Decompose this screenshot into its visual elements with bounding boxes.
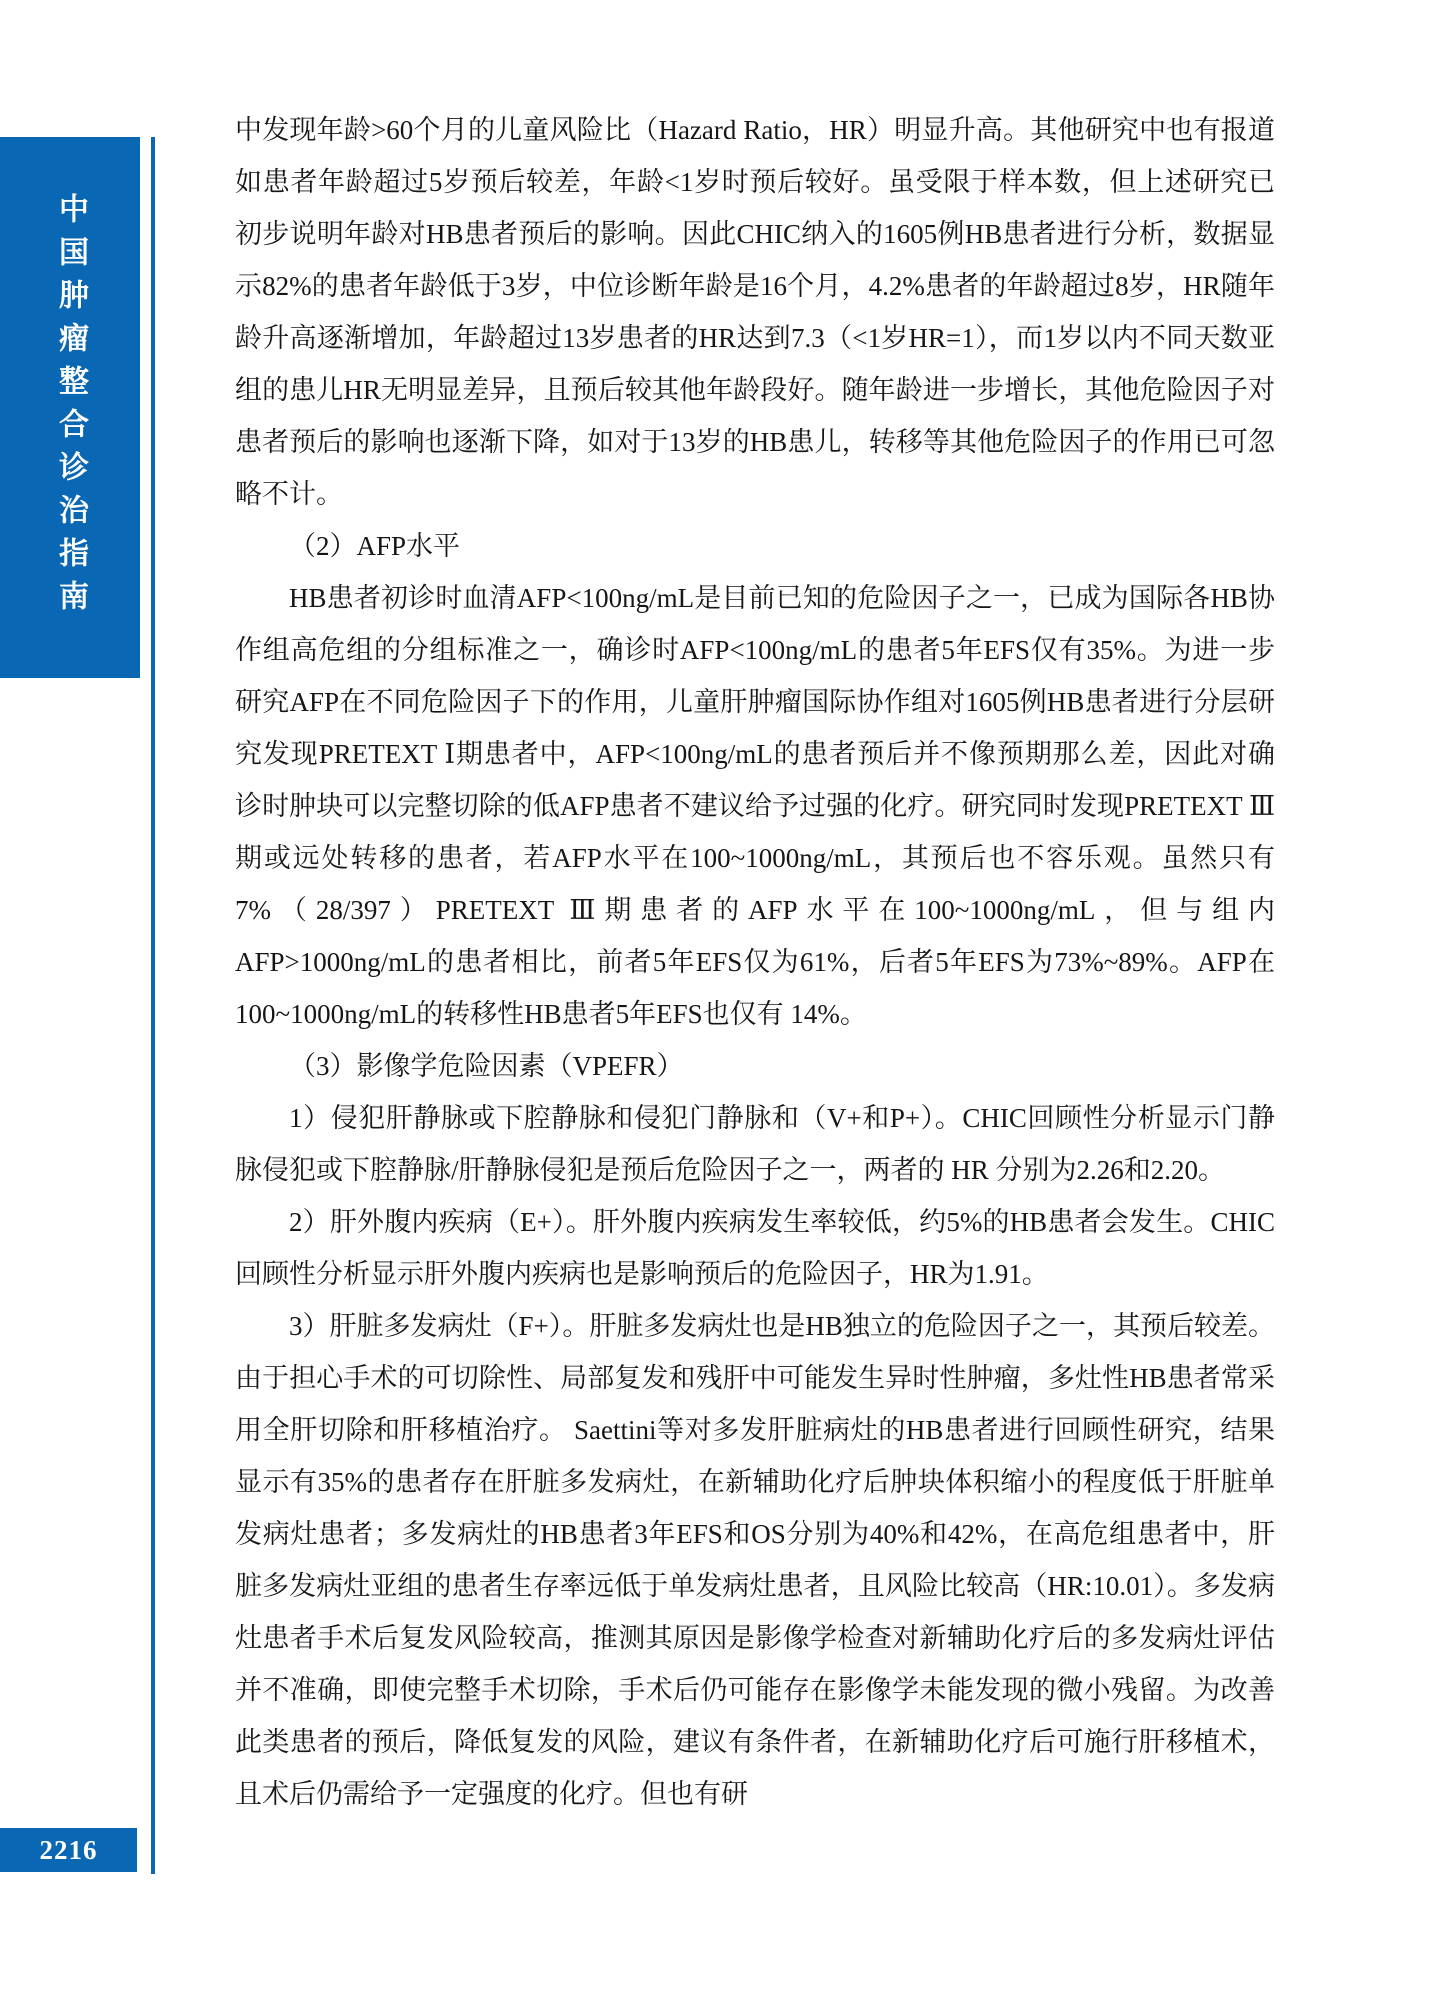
paragraph-2: （2）AFP水平: [289, 531, 461, 561]
page-number-text: 2216: [39, 1834, 98, 1865]
paragraph-6: 2）肝外腹内疾病（E+）。肝外腹内疾病发生率较低，约5%的HB患者会发生。CHIC回顾性分析显示肝外腹内疾病也是影响预后的危险因子，HR为1.91。: [235, 1207, 1275, 1289]
paragraph-4: （3）影像学危险因素（VPEFR）: [289, 1051, 684, 1081]
page-number-badge: [0, 1828, 137, 1872]
paragraph-3: HB患者初诊时血清AFP<100ng/mL是目前已知的危险因子之一，已成为国际各HB协作组高危组的分组标准之一，确诊时AFP<100ng/mL的患者5年EFS仅有35%。为进一步研究AFP在不同危险因子下的作用，儿童肝肿瘤国际协作组对1605例HB患者进行分层研究发现PRETEXT Ⅰ期患者中，AFP<100ng/mL的患者预后并不像预期那么差，因此对确诊时肿块可以完整切除的低AFP患者不建议给予过强的化疗。研究同时发现PRETEXT Ⅲ期或远处转移的患者，若AFP水平在100~1000ng/mL，其预后也不容乐观。虽然只有7%（28/397）PRETEXT Ⅲ期患者的AFP水平在100~1000ng/mL，但与组内AFP>1000ng/mL的患者相比，前者5年EFS仅为61%，后者5年EFS为73%~89%。AFP在100~1000ng/mL的转移性HB患者5年EFS也仅有 14%。: [235, 583, 1275, 1029]
sidebar-title-bar: [0, 137, 140, 678]
document-body: [235, 104, 1275, 1820]
sidebar-vertical-rule: [151, 137, 155, 1874]
paragraph-7: 3）肝脏多发病灶（F+）。肝脏多发病灶也是HB独立的危险因子之一，其预后较差。由于担心手术的可切除性、局部复发和残肝中可能发生异时性肿瘤，多灶性HB患者常采用全肝切除和肝移植治疗。 Saettini等对多发肝脏病灶的HB患者进行回顾性研究，结果显示有35%的患者存在肝脏多发病灶，在新辅助化疗后肿块体积缩小的程度低于肝脏单发病灶患者；多发病灶的HB患者3年EFS和OS分别为40%和42%，在高危组患者中，肝脏多发病灶亚组的患者生存率远低于单发病灶患者，且风险比较高（HR:10.01）。多发病灶患者手术后复发风险较高，推测其原因是影像学检查对新辅助化疗后的多发病灶评估并不准确，即使完整手术切除，手术后仍可能存在影像学未能发现的微小残留。为改善此类患者的预后，降低复发的风险，建议有条件者，在新辅助化疗后可施行肝移植术，且术后仍需给予一定强度的化疗。但也有研: [235, 1311, 1275, 1809]
sidebar-title-text: 中国肿瘤整合诊治指南: [54, 192, 87, 623]
paragraph-5: 1）侵犯肝静脉或下腔静脉和侵犯门静脉和（V+和P+）。CHIC回顾性分析显示门静脉侵犯或下腔静脉/肝静脉侵犯是预后危险因子之一，两者的 HR 分别为2.26和2.20。: [235, 1103, 1275, 1185]
paragraph-1: 中发现年龄>60个月的儿童风险比（Hazard Ratio，HR）明显升高。其他研究中也有报道如患者年龄超过5岁预后较差，年龄<1岁时预后较好。虽受限于样本数，但上述研究已初步说明年龄对HB患者预后的影响。因此CHIC纳入的1605例HB患者进行分析，数据显示82%的患者年龄低于3岁，中位诊断年龄是16个月，4.2%患者的年龄超过8岁，HR随年龄升高逐渐增加，年龄超过13岁患者的HR达到7.3（<1岁HR=1），而1岁以内不同天数亚组的患儿HR无明显差异，且预后较其他年龄段好。随年龄进一步增长，其他危险因子对患者预后的影响也逐渐下降，如对于13岁的HB患儿，转移等其他危险因子的作用已可忽略不计。: [235, 115, 1275, 509]
